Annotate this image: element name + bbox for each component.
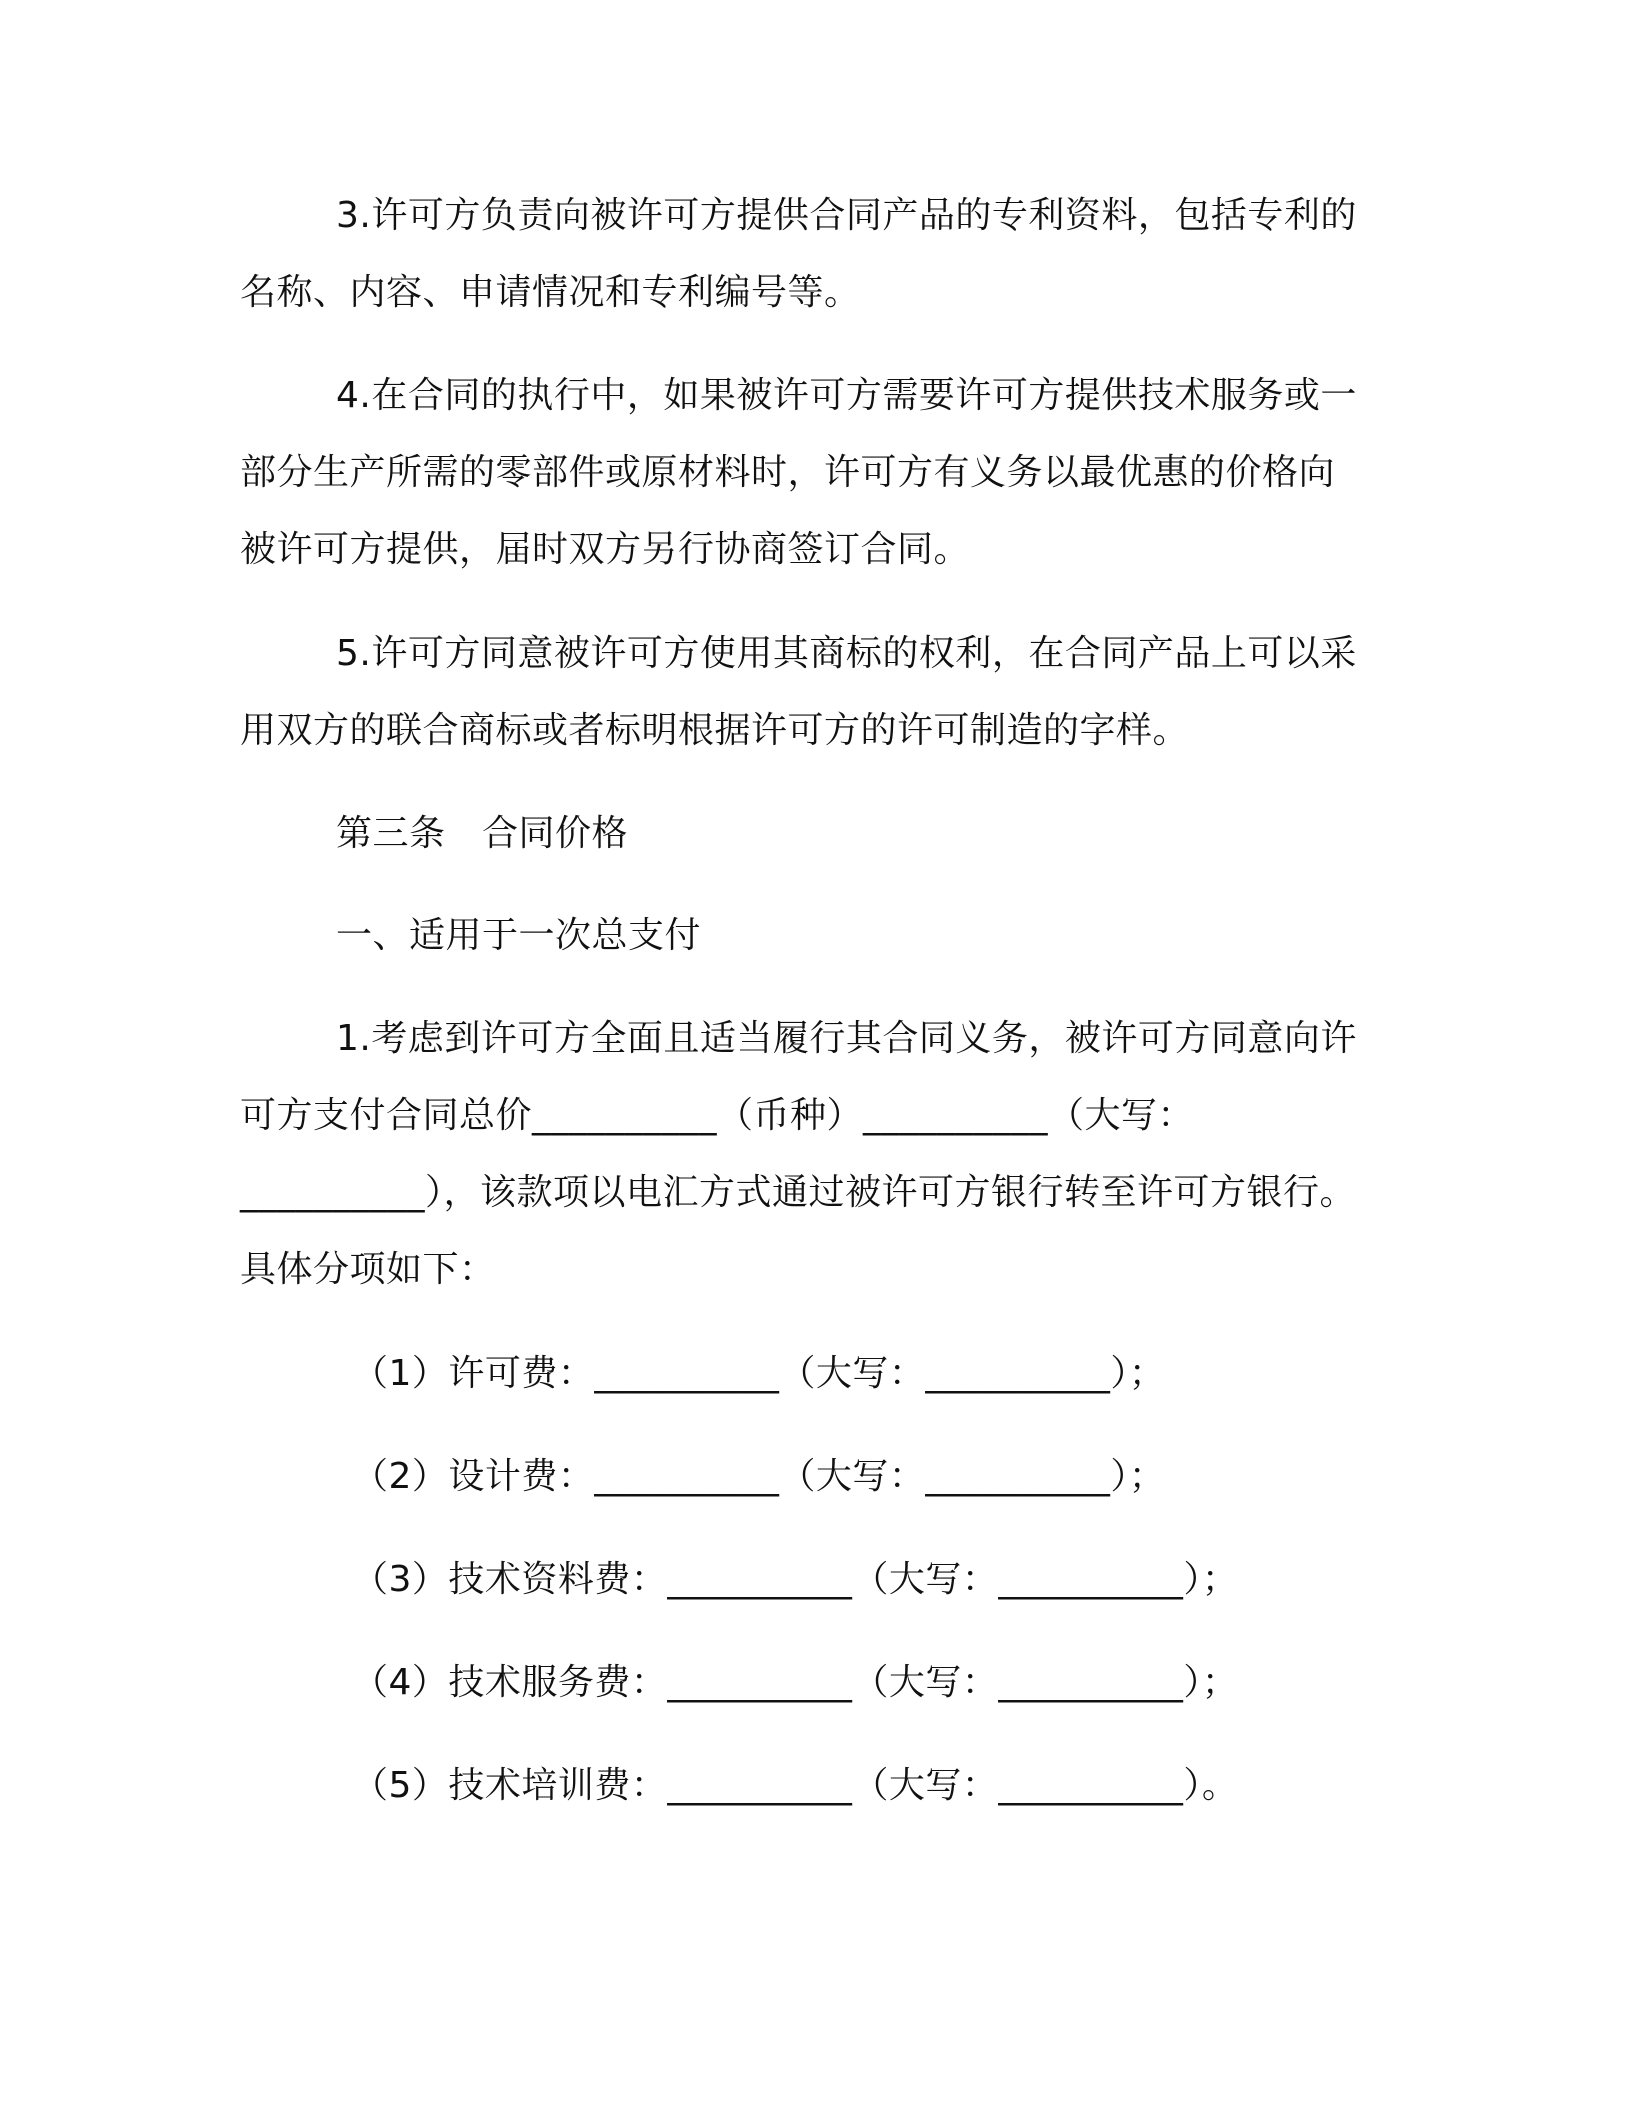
fee-item-technical-service: （4）技术服务费：__________（大写：__________）； bbox=[352, 1662, 1239, 1703]
paragraph-4-line-2: 部分生产所需的零部件或原材料时，许可方有义务以最优惠的价格向 bbox=[240, 452, 1336, 493]
payment-paragraph-line-4: 具体分项如下： bbox=[240, 1249, 496, 1290]
fee-item-design: （2）设计费：__________（大写：__________）； bbox=[352, 1456, 1166, 1497]
article-heading: 第三条 合同价格 bbox=[336, 813, 629, 854]
paragraph-5-line-2: 用双方的联合商标或者标明根据许可方的许可制造的字样。 bbox=[240, 710, 1190, 751]
paragraph-3-line-1: 3.许可方负责向被许可方提供合同产品的专利资料，包括专利的 bbox=[336, 195, 1357, 236]
fee-item-technical-training: （5）技术培训费：__________（大写：__________）。 bbox=[352, 1765, 1239, 1806]
fee-item-technical-data: （3）技术资料费：__________（大写：__________）； bbox=[352, 1559, 1239, 1600]
payment-paragraph-line-1: 1.考虑到许可方全面且适当履行其合同义务，被许可方同意向许 bbox=[336, 1018, 1357, 1059]
payment-paragraph-line-3: __________），该款项以电汇方式通过被许可方银行转至许可方银行。 bbox=[240, 1172, 1357, 1213]
paragraph-5-line-1: 5.许可方同意被许可方使用其商标的权利，在合同产品上可以采 bbox=[336, 633, 1357, 674]
paragraph-4-line-1: 4.在合同的执行中，如果被许可方需要许可方提供技术服务或一 bbox=[336, 375, 1357, 416]
paragraph-3-line-2: 名称、内容、申请情况和专利编号等。 bbox=[240, 272, 861, 313]
section-heading: 一、适用于一次总支付 bbox=[336, 915, 702, 956]
paragraph-4-line-3: 被许可方提供，届时双方另行协商签订合同。 bbox=[240, 529, 971, 570]
fee-item-license: （1）许可费：__________（大写：__________）； bbox=[352, 1353, 1166, 1394]
payment-paragraph-line-2: 可方支付合同总价__________（币种）__________（大写： bbox=[240, 1095, 1195, 1136]
